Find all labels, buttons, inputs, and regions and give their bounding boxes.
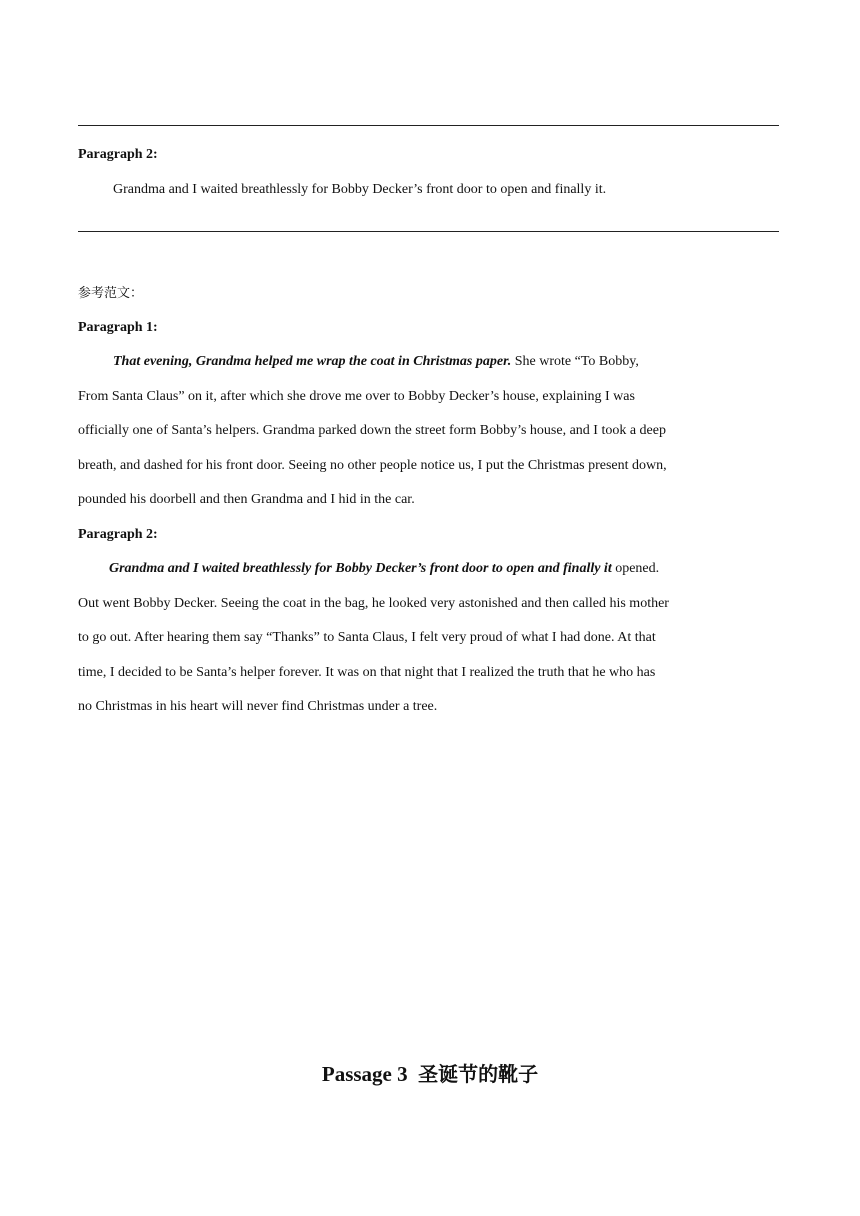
reference-paragraph-2-heading: Paragraph 2: <box>78 527 158 542</box>
lead-sentence: That evening, Grandma helped me wrap the coat in Christmas paper. <box>113 354 512 369</box>
reference-paragraph-1-line-1 <box>113 353 818 371</box>
passage-title-cn: 圣诞节的靴子 <box>418 1062 539 1086</box>
answer-line-1 <box>78 125 779 126</box>
lead-sentence: Grandma and I waited breathlessly for Bobby Decker’s front door to open and finally it <box>109 561 612 576</box>
line-continuation: She wrote “To Bobby, <box>511 354 639 369</box>
reference-paragraph-1-line-3: officially one of Santa’s helpers. Grandma parked down the street form Bobby’s house, and I took a deep <box>78 423 666 438</box>
reference-paragraph-1-heading: Paragraph 1: <box>78 320 158 335</box>
reference-paragraph-2-line-4: time, I decided to be Santa’s helper forever. It was on that night that I realized the truth that he who has <box>78 665 656 680</box>
line-continuation: opened. <box>611 561 660 576</box>
answer-line-2 <box>78 231 779 232</box>
reference-label: 参考范文： <box>78 286 144 301</box>
reference-paragraph-1-line-4: breath, and dashed for his front door. Seeing no other people notice us, I put the Christmas present down, <box>78 458 667 473</box>
reference-paragraph-1-line-2: From Santa Claus” on it, after which she drove me over to Bobby Decker’s house, explaining I was <box>78 389 635 404</box>
reference-paragraph-2-line-5: no Christmas in his heart will never find Christmas under a tree. <box>78 699 438 714</box>
reference-paragraph-2-line-3: to go out. After hearing them say “Thanks” to Santa Claus, I felt very proud of what I had done. At that <box>78 630 656 645</box>
paragraph-2-prompt: Grandma and I waited breathlessly for Bobby Decker’s front door to open and finally it. <box>113 182 607 197</box>
reference-paragraph-1-line-5: pounded his doorbell and then Grandma and I hid in the car. <box>78 492 415 507</box>
reference-paragraph-2-line-2: Out went Bobby Decker. Seeing the coat in the bag, he looked very astonished and then called his mother <box>78 596 669 611</box>
passage-title-en: Passage 3 <box>321 1062 408 1086</box>
passage-title <box>0 1060 860 1088</box>
reference-paragraph-2-line-1 <box>109 560 814 578</box>
paragraph-2-heading: Paragraph 2: <box>78 147 158 162</box>
